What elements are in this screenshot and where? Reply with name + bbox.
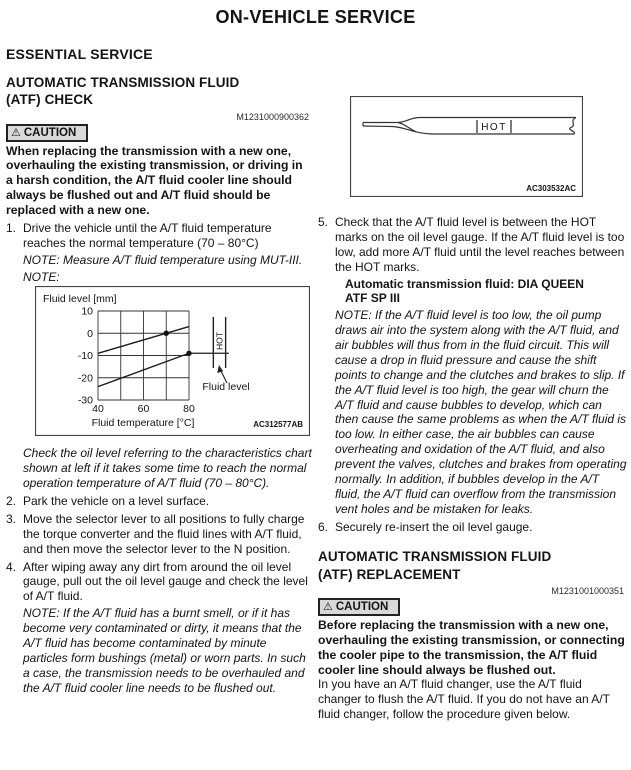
step-number: 6. bbox=[318, 519, 329, 534]
atf-check-heading-line1: AUTOMATIC TRANSMISSION FLUID bbox=[6, 75, 240, 90]
dipstick-drawing bbox=[350, 96, 583, 197]
step-5-note: NOTE: If the A/T fluid level is too low, the oil pump draws air into the system along with the A/T fluid, and air bubbles will thus from in the fluid circuit. This will cause a drop in fluid pressure and cause the shift points to change and the clutches and brakes to slip. If the A/T fluid level is too high, the gear will churn the A/T fluid and cause bubbles to develop, which can then cause the same problems as when the A/T fluid is too low. In either case, the air bubbles can cause overheating and oxidation of the A/T fluid, and also prevent the valves, clutches and brakes from operating normally. In addition, if bubbles develop in the A/T fluid, the A/T fluid can overflow from the transmission vent holes and be mistaken for leaks. bbox=[335, 308, 627, 516]
figure-border bbox=[351, 97, 583, 197]
fluid-spec-line1: Automatic transmission fluid: DIA QUEEN bbox=[345, 276, 584, 291]
left-column bbox=[6, 46, 312, 695]
upper-fluid-level-line-marker bbox=[164, 331, 169, 336]
warning-icon: ⚠ bbox=[323, 599, 333, 613]
dipstick-break-line bbox=[570, 118, 576, 135]
chart-border bbox=[36, 287, 310, 436]
y-tick-label: 10 bbox=[81, 305, 93, 318]
step-2 bbox=[6, 494, 312, 509]
step-4 bbox=[6, 560, 312, 605]
replacement-body: In you have an A/T fluid changer, use the A/T fluid changer to flush the A/T fluid. If you do not have an A/T fluid changer, follow the procedure given below. bbox=[318, 677, 610, 722]
step-3 bbox=[6, 512, 312, 557]
step-text: Check that the A/T fluid level is between the HOT marks on the oil level gauge. If the A/T fluid level is too low, add more A/T fluid until the level reaches between the HOT marks. bbox=[335, 215, 625, 274]
section-heading: ESSENTIAL SERVICE bbox=[6, 46, 153, 62]
atf-check-heading-line2: (ATF) CHECK bbox=[6, 92, 94, 108]
dipstick-bottom-edge bbox=[363, 126, 574, 134]
fluid-level-chart-figure bbox=[35, 286, 312, 441]
step-number: 4. bbox=[6, 559, 17, 574]
step-number: 1. bbox=[6, 220, 17, 235]
x-tick-label: 60 bbox=[137, 403, 150, 416]
x-tick-label: 40 bbox=[92, 403, 104, 416]
step-4-note: NOTE: If the A/T fluid has a burnt smell, or if it has become very contaminated or dirty, it means that the A/T fluid has become contaminated by minute particles form bushings (metal) or worn parts. In such a case, the transmission needs to be overhauled and the A/T fluid cooler line needs to be flushed out. bbox=[23, 606, 306, 695]
x-tick-label: 80 bbox=[183, 403, 195, 416]
warning-icon: ⚠ bbox=[11, 125, 21, 139]
step-text: After wiping away any dirt from around the oil level gauge, pull out the oil level gauge and check the level of A/T fluid. bbox=[23, 559, 308, 604]
step-text: Move the selector lever to all positions to fully charge the torque converter and the fluid lines with A/T fluid, and then move the selector lever to the N position. bbox=[23, 511, 305, 556]
fluid-level-chart bbox=[35, 286, 310, 436]
caution-badge bbox=[6, 124, 88, 142]
fluid-spec-line2: ATF SP III bbox=[345, 291, 400, 306]
y-tick-label: -10 bbox=[77, 350, 93, 363]
atf-replacement-heading-line2: (ATF) REPLACEMENT bbox=[318, 566, 461, 582]
doc-code: M1231001000351 bbox=[551, 585, 624, 596]
page-title: ON-VEHICLE SERVICE bbox=[215, 7, 416, 27]
caution-text: Before replacing the transmission with a new one, overhauling the existing transmission, or connecting the cooler pipe to the transmission, the A/T fluid cooler line should always be flushed out. bbox=[318, 617, 625, 677]
caution-label: CAUTION bbox=[23, 126, 77, 139]
dipstick-top-edge bbox=[363, 118, 576, 123]
chart-code: AC312577AB bbox=[253, 420, 303, 430]
step-1-note-chart: NOTE: bbox=[23, 269, 60, 284]
caution-text: When replacing the transmission with a new one, overhauling the existing transmission, or driving in a harsh condition, the A/T fluid cooler line should always be flushed out and A/T fluid should be replaced with a new one. bbox=[6, 143, 303, 218]
step-5 bbox=[318, 215, 627, 275]
caution-label: CAUTION bbox=[335, 600, 389, 613]
step-number: 3. bbox=[6, 511, 17, 526]
step-text: Securely re-insert the oil level gauge. bbox=[335, 519, 533, 534]
step-number: 2. bbox=[6, 494, 17, 509]
doc-code: M1231000900362 bbox=[236, 111, 309, 122]
annotation-arrow-head bbox=[217, 365, 223, 373]
atf-replacement-heading bbox=[318, 548, 627, 583]
step-text: Park the vehicle on a level surface. bbox=[23, 494, 210, 509]
chart-ylabel: Fluid level [mm] bbox=[43, 293, 117, 306]
caution-badge bbox=[318, 598, 400, 616]
hot-gauge-label: HOT bbox=[214, 332, 225, 351]
chart-annotation-fluid-level: Fluid level bbox=[202, 381, 250, 394]
chart-caption: Check the oil level referring to the characteristics chart shown at left if it takes some time to reach the normal operation temperature of A/T fluid (70 – 80°C). bbox=[23, 446, 312, 491]
right-column bbox=[318, 95, 627, 722]
step-text: Drive the vehicle until the A/T fluid temperature reaches the normal temperature (70 – 80°C) bbox=[23, 220, 272, 250]
step-1 bbox=[6, 221, 312, 251]
figure-code: AC303532AC bbox=[526, 184, 576, 193]
y-tick-label: -20 bbox=[77, 372, 93, 385]
dipstick-figure bbox=[350, 96, 627, 202]
hot-label: HOT bbox=[481, 122, 507, 133]
chart-xlabel: Fluid temperature [°C] bbox=[91, 417, 195, 430]
y-tick-label: -30 bbox=[77, 394, 93, 407]
y-tick-label: 0 bbox=[87, 328, 93, 341]
step-1-note: NOTE: Measure A/T fluid temperature using MUT-III. bbox=[23, 252, 303, 267]
step-6 bbox=[318, 520, 627, 535]
step-number: 5. bbox=[318, 215, 329, 229]
atf-replacement-heading-line1: AUTOMATIC TRANSMISSION FLUID bbox=[318, 549, 552, 565]
atf-check-heading bbox=[6, 74, 312, 109]
